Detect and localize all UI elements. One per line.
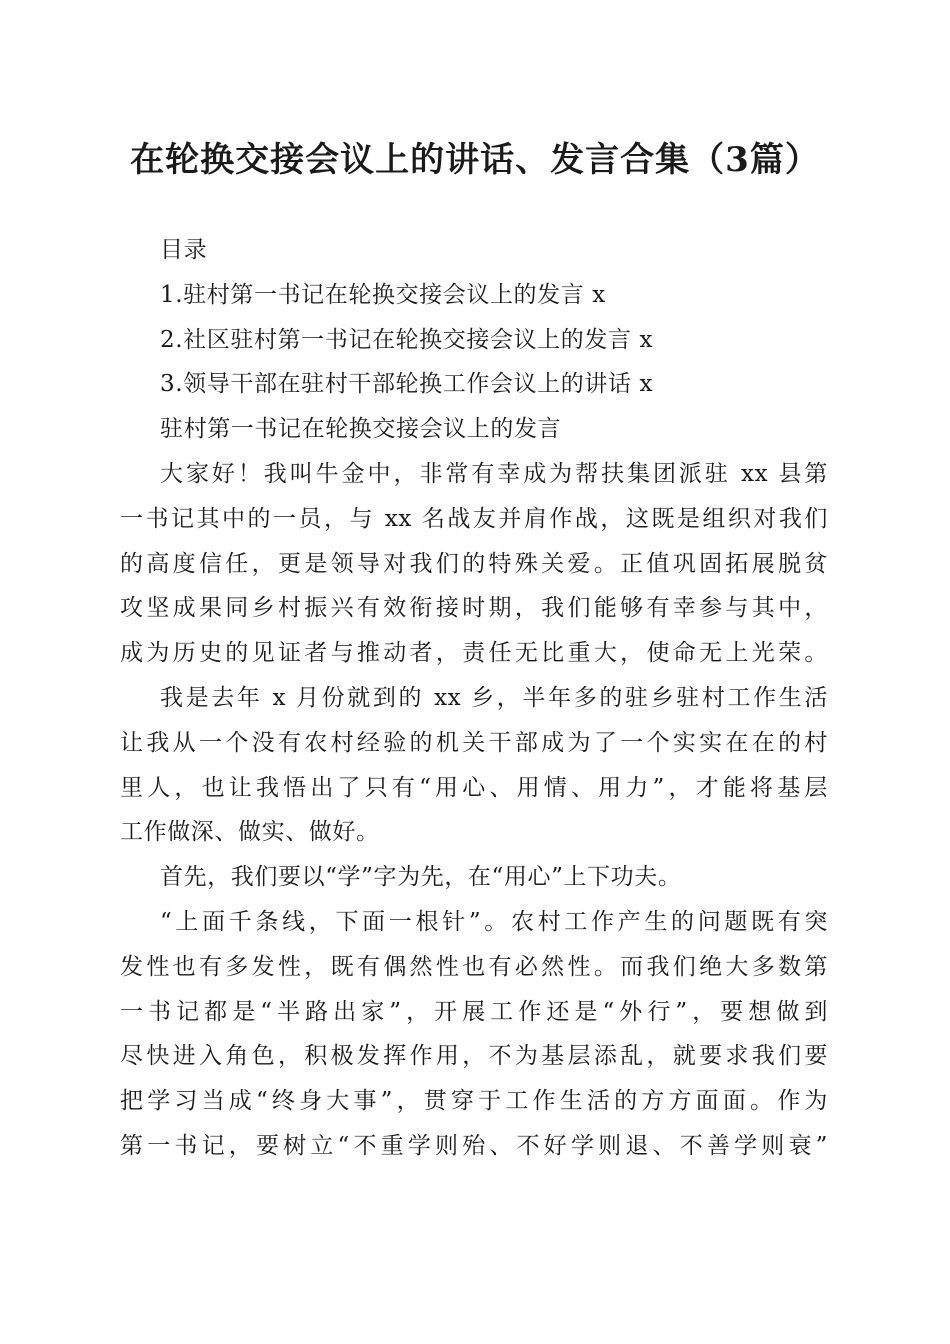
paragraph: [120, 452, 828, 676]
document-title: 在轮换交接会议上的讲话、发言合集（3篇）: [130, 140, 820, 180]
toc-item: 3.领导干部在驻村干部轮换工作会议上的讲话 x: [160, 371, 654, 398]
document-body: [120, 228, 828, 1169]
paragraph: [120, 855, 828, 900]
paragraph-line: 把学习当成“终身大事”，贯穿于工作生活的方方面面。作为: [120, 1088, 828, 1115]
paragraph: [120, 676, 828, 855]
paragraph-line: 我是去年 x 月份就到的 xx 乡，半年多的驻乡驻村工作生活: [160, 684, 828, 711]
toc-item: 2.社区驻村第一书记在轮换交接会议上的发言 x: [160, 326, 654, 353]
paragraph-line: 让我从一个没有农村经验的机关干部成为了一个实实在在的村: [120, 729, 828, 756]
paragraph-line: 成为历史的见证者与推动者，责任无比重大，使命无上光荣。: [120, 640, 828, 667]
paragraph-line: 工作做深、做实、做好。: [120, 819, 380, 846]
paragraph-line: 大家好！我叫牛金中，非常有幸成为帮扶集团派驻 xx 县第: [160, 460, 828, 487]
paragraph-line: 尽快进入角色，积极发挥作用，不为基层添乱，就要求我们要: [120, 1043, 828, 1070]
paragraph-line: 第一书记，要树立“不重学则殆、不好学则退、不善学则衰”: [120, 1132, 828, 1159]
paragraph: [120, 900, 828, 1169]
paragraph-line: 的高度信任，更是领导对我们的特殊关爱。正值巩固拓展脱贫: [120, 550, 828, 577]
toc-item: 1.驻村第一书记在轮换交接会议上的发言 x: [160, 281, 606, 308]
paragraph-line: 首先，我们要以“学”字为先，在“用心”上下功夫。: [160, 864, 682, 891]
section-title: 驻村第一书记在轮换交接会议上的发言: [160, 416, 562, 443]
paragraph-line: 里人，也让我悟出了只有“用心、用情、用力”，才能将基层: [120, 774, 828, 801]
paragraph-line: 攻坚成果同乡村振兴有效衔接时期，我们能够有幸参与其中，: [120, 595, 828, 622]
paragraph-line: 发性也有多发性，既有偶然性也有必然性。而我们绝大多数第: [120, 953, 828, 980]
paragraph-line: 一书记都是“半路出家”，开展工作还是“外行”，要想做到: [120, 998, 828, 1025]
toc-heading: 目录: [160, 237, 208, 263]
paragraph-line: 一书记其中的一员，与 xx 名战友并肩作战，这既是组织对我们: [120, 505, 828, 532]
paragraph-line: “上面千条线，下面一根针”。农村工作产生的问题既有突: [160, 908, 828, 935]
